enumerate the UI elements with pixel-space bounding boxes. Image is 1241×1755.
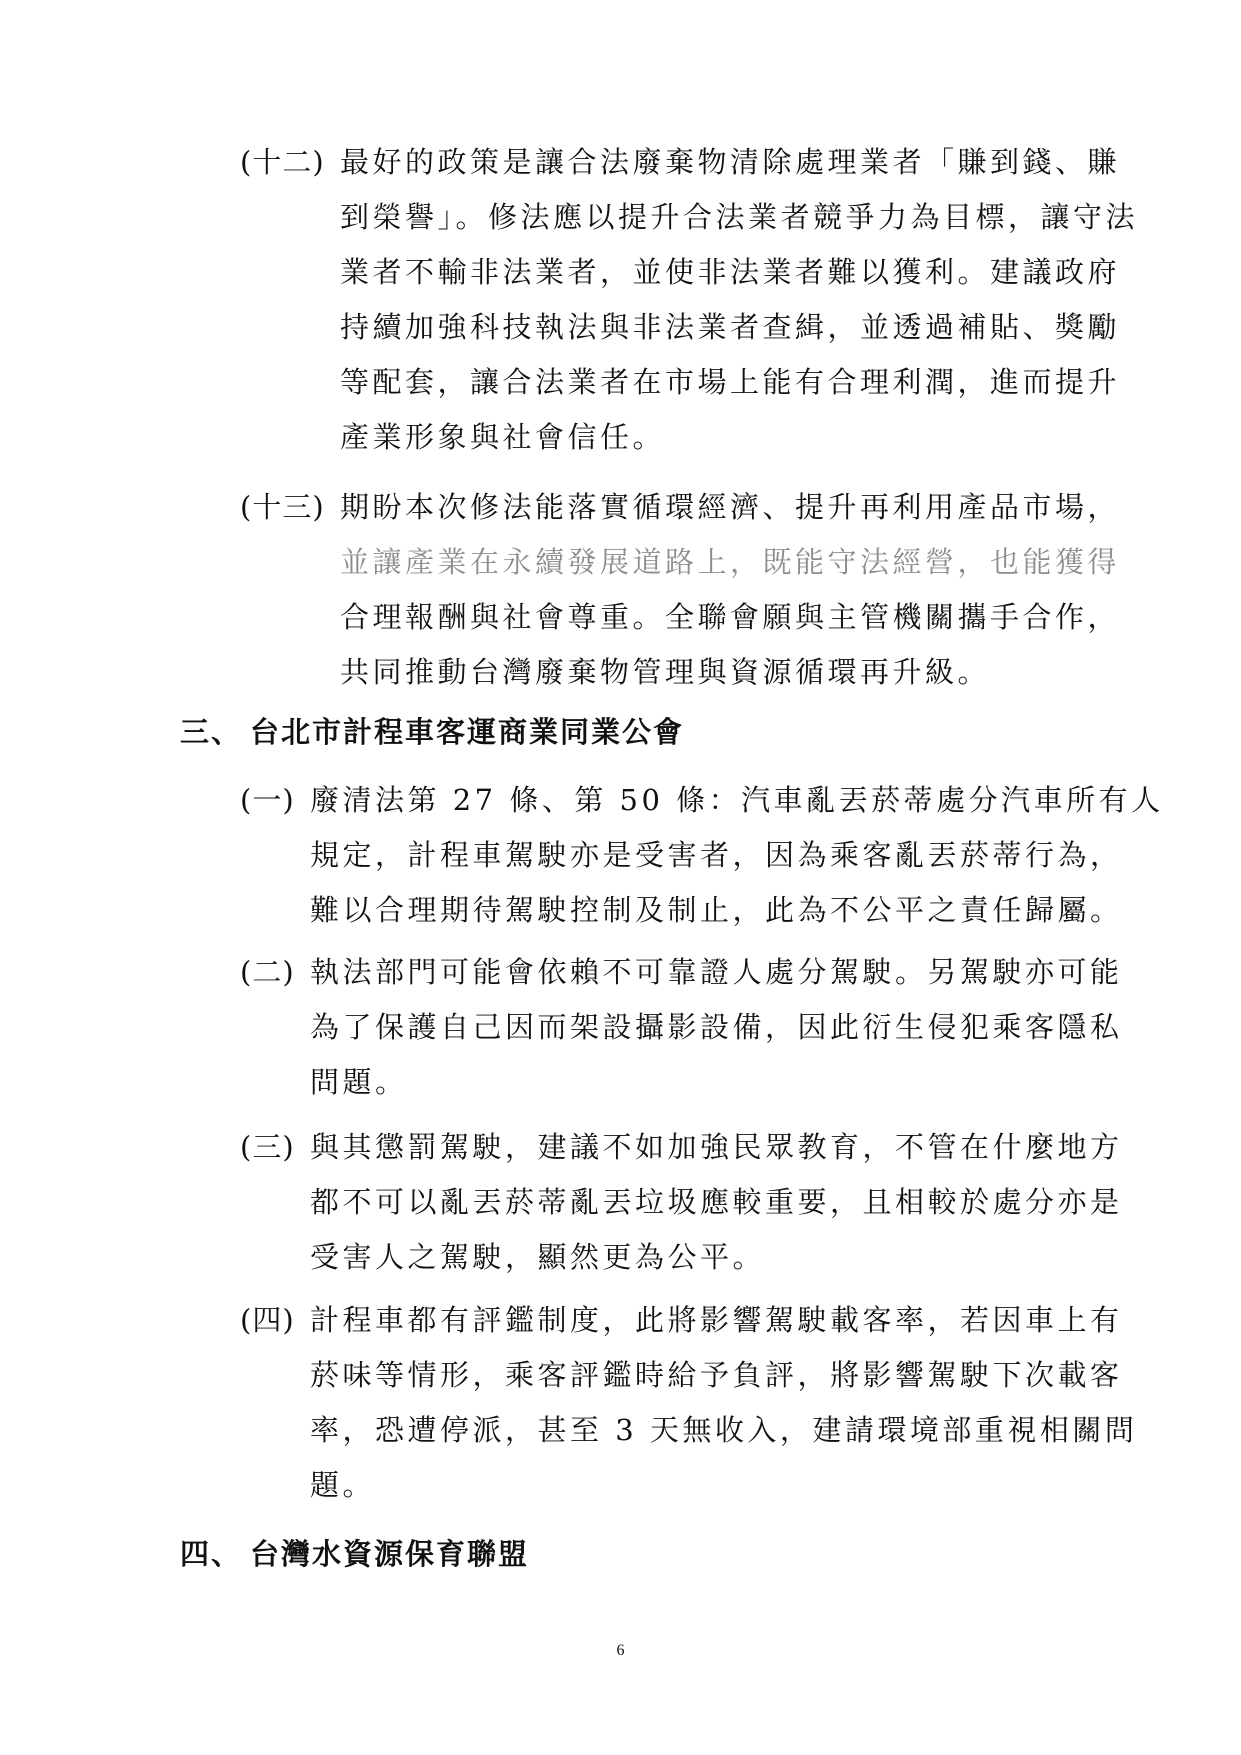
section-heading bbox=[180, 1532, 529, 1573]
item-line: 執法部門可能會依賴不可靠證人處分駕駛。另駕駛亦可能 bbox=[310, 955, 1123, 989]
item-line: 並讓產業在永續發展道路上，既能守法經營，也能獲得 bbox=[340, 545, 1121, 579]
item-line: 等配套，讓合法業者在市場上能有合理利潤，進而提升 bbox=[340, 365, 1121, 399]
item-line: 率，恐遭停派，甚至 3 天無收入，建請環境部重視相關問 bbox=[310, 1413, 1138, 1447]
list-item bbox=[240, 140, 1140, 470]
item-label: (十三) bbox=[240, 490, 325, 524]
section-number: 三、 bbox=[180, 715, 243, 749]
item-line: 都不可以亂丟菸蒂亂丟垃圾應較重要，且相較於處分亦是 bbox=[310, 1185, 1123, 1219]
item-line: 到榮譽」。修法應以提升合法業者競爭力為目標，讓守法 bbox=[340, 200, 1139, 234]
list-item bbox=[240, 1298, 1140, 1518]
item-line: 規定，計程車駕駛亦是受害者，因為乘客亂丟菸蒂行為， bbox=[310, 838, 1123, 872]
item-line: 共同推動台灣廢棄物管理與資源循環再升級。 bbox=[340, 655, 991, 689]
item-line: 業者不輸非法業者，並使非法業者難以獲利。建議政府 bbox=[340, 255, 1121, 289]
section-title: 台北市計程車客運商業同業公會 bbox=[250, 715, 685, 749]
item-line: 問題。 bbox=[310, 1065, 408, 1099]
item-line: 受害人之駕駛，顯然更為公平。 bbox=[310, 1240, 766, 1274]
list-item bbox=[240, 778, 1164, 938]
item-label: (四) bbox=[240, 1303, 295, 1337]
item-line: 菸味等情形，乘客評鑑時給予負評，將影響駕駛下次載客 bbox=[310, 1358, 1123, 1392]
item-line: 計程車都有評鑑制度，此將影響駕駛載客率，若因車上有 bbox=[310, 1303, 1123, 1337]
list-item bbox=[240, 1125, 1140, 1285]
section-number: 四、 bbox=[180, 1537, 243, 1571]
item-line: 難以合理期待駕駛控制及制止，此為不公平之責任歸屬。 bbox=[310, 893, 1123, 927]
item-line: 題。 bbox=[310, 1468, 376, 1502]
page-number: 6 bbox=[616, 1642, 625, 1659]
item-label: (三) bbox=[240, 1130, 295, 1164]
item-line: 為了保護自己因而架設攝影設備，因此衍生侵犯乘客隱私 bbox=[310, 1010, 1123, 1044]
item-line: 最好的政策是讓合法廢棄物清除處理業者「賺到錢、賺 bbox=[340, 145, 1121, 179]
item-line: 期盼本次修法能落實循環經濟、提升再利用產品市場， bbox=[340, 490, 1121, 524]
item-line: 持續加強科技執法與非法業者查緝，並透過補貼、獎勵 bbox=[340, 310, 1121, 344]
item-label: (二) bbox=[240, 955, 295, 989]
section-title: 台灣水資源保育聯盟 bbox=[250, 1537, 530, 1571]
item-line: 廢清法第 27 條、第 50 條：汽車亂丟菸蒂處分汽車所有人 bbox=[310, 783, 1164, 817]
item-line: 合理報酬與社會尊重。全聯會願與主管機關攜手合作， bbox=[340, 600, 1121, 634]
list-item bbox=[240, 950, 1140, 1110]
item-line: 產業形象與社會信任。 bbox=[340, 420, 666, 454]
item-line: 與其懲罰駕駛，建議不如加強民眾教育，不管在什麼地方 bbox=[310, 1130, 1123, 1164]
list-item bbox=[240, 485, 1140, 705]
section-heading bbox=[180, 710, 684, 751]
item-label: (一) bbox=[240, 783, 295, 817]
item-label: (十二) bbox=[240, 145, 325, 179]
